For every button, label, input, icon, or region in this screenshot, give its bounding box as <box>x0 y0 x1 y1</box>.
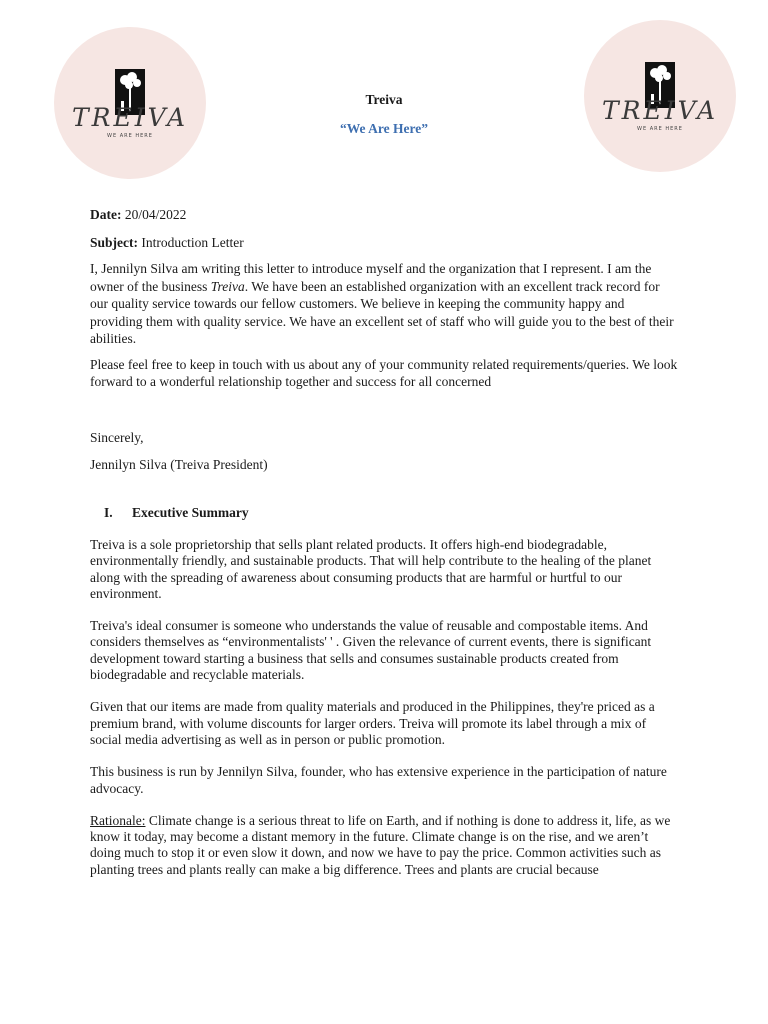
contact-paragraph: Please feel free to keep in touch with us about any of your community related requirements/queries. We look forward to a wonderful relationship together and success for all concerned <box>90 356 678 389</box>
section-heading <box>90 504 680 522</box>
subject-value: Introduction Letter <box>141 234 244 250</box>
company-slogan: “We Are Here” <box>340 121 428 136</box>
logo-wordmark: TREIVA <box>71 103 189 132</box>
date-value: 20/04/2022 <box>124 207 187 222</box>
letter-body <box>90 206 680 894</box>
subject-label: Subject: <box>90 234 138 250</box>
rationale-paragraph <box>90 813 680 878</box>
summary-paragraph: Treiva is a sole proprietorship that sells plant related products. It offers high-end biodegradable, environmentally friendly, and sustainable products. That will help contribute to the healing of the planet along with the spreading of awareness about consuming products that are harmful or hurtful to our environment. <box>90 537 652 601</box>
section-title: Executive Summary <box>132 504 249 520</box>
summary-paragraph: This business is run by Jennilyn Silva, founder, who has extensive experience in the participation of nature advocacy. <box>90 764 667 796</box>
logo-tagline: WE ARE HERE <box>637 126 683 132</box>
intro-text-1: I, Jennilyn Silva am writing this letter to introduce myself and the organization that I represent. I am the owner of the business <box>90 261 652 294</box>
date-label: Date: <box>90 207 122 222</box>
intro-paragraph <box>90 260 680 348</box>
logo-wordmark: TREIVA <box>601 96 719 125</box>
closing: Sincerely, <box>90 429 144 445</box>
intro-business-name: Treiva <box>210 278 245 294</box>
company-name: Treiva <box>365 92 403 107</box>
date-line <box>90 206 680 224</box>
logo-tagline: WE ARE HERE <box>107 133 153 139</box>
subject-line <box>90 234 680 252</box>
rationale-label: Rationale: <box>90 812 146 828</box>
summary-paragraph: Given that our items are made from quality materials and produced in the Philippines, they're priced as a premium brand, with volume discounts for larger orders. Treiva will promote its label through a mix of social media advertising as well as in person or public promotion. <box>90 699 655 747</box>
summary-paragraph: Treiva's ideal consumer is someone who understands the value of reusable and compostable items. And considers themselves as “environmentalists' ' . Given the relevance of current events, there is significant development toward starting a business that sells and consumes sustainable products created from biodegradable and recyclable materials. <box>90 618 652 683</box>
section-number: I. <box>104 504 113 520</box>
signature: Jennilyn Silva (Treiva President) <box>90 457 268 472</box>
rationale-text: Climate change is a serious threat to life on Earth, and if nothing is done to address it, life, as we know it today, may become a distant memory in the future. Climate change is on the rise, and we aren’t doing much to stop it or even slow it down, and now we have to pay the price. Common activities such as planting trees and plants really can make a big difference. Trees and plants are crucial because <box>90 812 671 877</box>
intro-text-2: . We have been an established organization with an excellent track record for our quality service towards our fellow customers. We believe in keeping the community happy and providing them with quality service. We have an excellent set of staff who will guide you to the best of their abilities. <box>90 278 674 346</box>
